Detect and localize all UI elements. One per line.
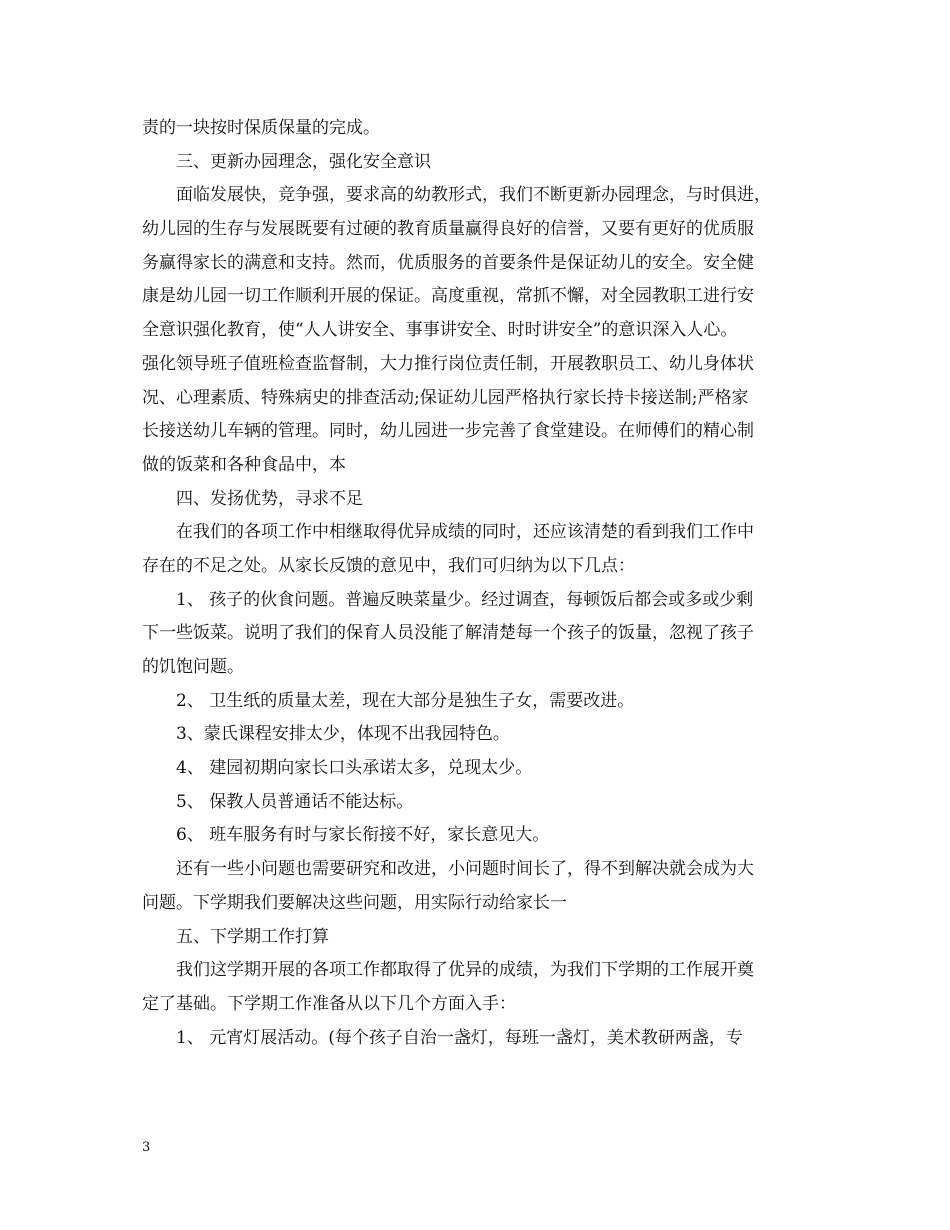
text-line: 五、下学期工作打算 bbox=[176, 926, 329, 947]
page-number: 3 bbox=[142, 1140, 151, 1155]
text-line: 6、 班车服务有时与家长衔接不好，家长意见大。 bbox=[176, 825, 550, 846]
text-line: 务赢得家长的满意和支持。然而，优质服务的首要条件是保证幼儿的安全。安全健 bbox=[142, 252, 754, 273]
text-line: 的饥饱问题。 bbox=[142, 657, 244, 677]
text-line: 在我们的各项工作中相继取得优异成绩的同时，还应该清楚的看到我们工作中 bbox=[176, 522, 754, 543]
text-line: 做的饭菜和各种食品中，本 bbox=[142, 454, 346, 475]
text-line: 5、 保教人员普通话不能达标。 bbox=[176, 791, 414, 812]
text-line: 强化领导班子值班检查监督制，大力推行岗位责任制，开展教职员工、幼儿身体状 bbox=[142, 353, 754, 374]
text-line: 四、发扬优势，寻求不足 bbox=[176, 488, 363, 509]
text-line: 三、更新办园理念，强化安全意识 bbox=[176, 151, 431, 172]
text-line: 全意识强化教育，使“人人讲安全、事事讲安全、时时讲安全”的意识深入人心。 bbox=[142, 320, 738, 341]
text-line: 下一些饭菜。说明了我们的保育人员没能了解清楚每一个孩子的饭量，忽视了孩子 bbox=[142, 623, 754, 644]
text-line: 4、 建园初期向家长口头承诺太多，兑现太少。 bbox=[176, 758, 533, 779]
text-line: 况、心理素质、特殊病史的排查活动;保证幼儿园严格执行家长持卡接送制;严格家 bbox=[142, 387, 749, 408]
text-line: 定了基础。下学期工作准备从以下几个方面入手： bbox=[142, 993, 516, 1014]
text-line: 3、蒙氏课程安排太少，体现不出我园特色。 bbox=[176, 724, 510, 745]
text-line: 还有一些小问题也需要研究和改进，小问题时间长了，得不到解决就会成为大 bbox=[176, 859, 754, 880]
text-line: 面临发展快，竞争强，要求高的幼教形式，我们不断更新办园理念，与时俱进， bbox=[176, 185, 771, 206]
document-body bbox=[142, 112, 818, 1055]
text-line: 问题。下学期我们要解决这些问题，用实际行动给家长一 bbox=[142, 892, 567, 913]
text-line: 1、 孩子的伙食问题。普遍反映菜量少。经过调查，每顿饭后都会或多或少剩 bbox=[176, 589, 754, 610]
text-line: 我们这学期开展的各项工作都取得了优异的成绩，为我们下学期的工作展开奠 bbox=[176, 960, 754, 981]
text-line: 存在的不足之处。从家长反馈的意见中，我们可归纳为以下几点： bbox=[142, 555, 635, 576]
text-line: 长接送幼儿车辆的管理。同时，幼儿园进一步完善了食堂建设。在师傅们的精心制 bbox=[142, 421, 754, 442]
text-line: 1、 元宵灯展活动。(每个孩子自治一盏灯，每班一盏灯，美术教研两盏，专 bbox=[176, 1027, 743, 1048]
text-line: 康是幼儿园一切工作顺利开展的保证。高度重视，常抓不懈，对全园教职工进行安 bbox=[142, 286, 754, 307]
text-line: 幼儿园的生存与发展既要有过硬的教育质量赢得良好的信誉，又要有更好的优质服 bbox=[142, 219, 754, 240]
text-line: 2、 卫生纸的质量太差，现在大部分是独生子女，需要改进。 bbox=[176, 690, 635, 711]
text-line: 责的一块按时保质保量的完成。 bbox=[142, 118, 380, 138]
